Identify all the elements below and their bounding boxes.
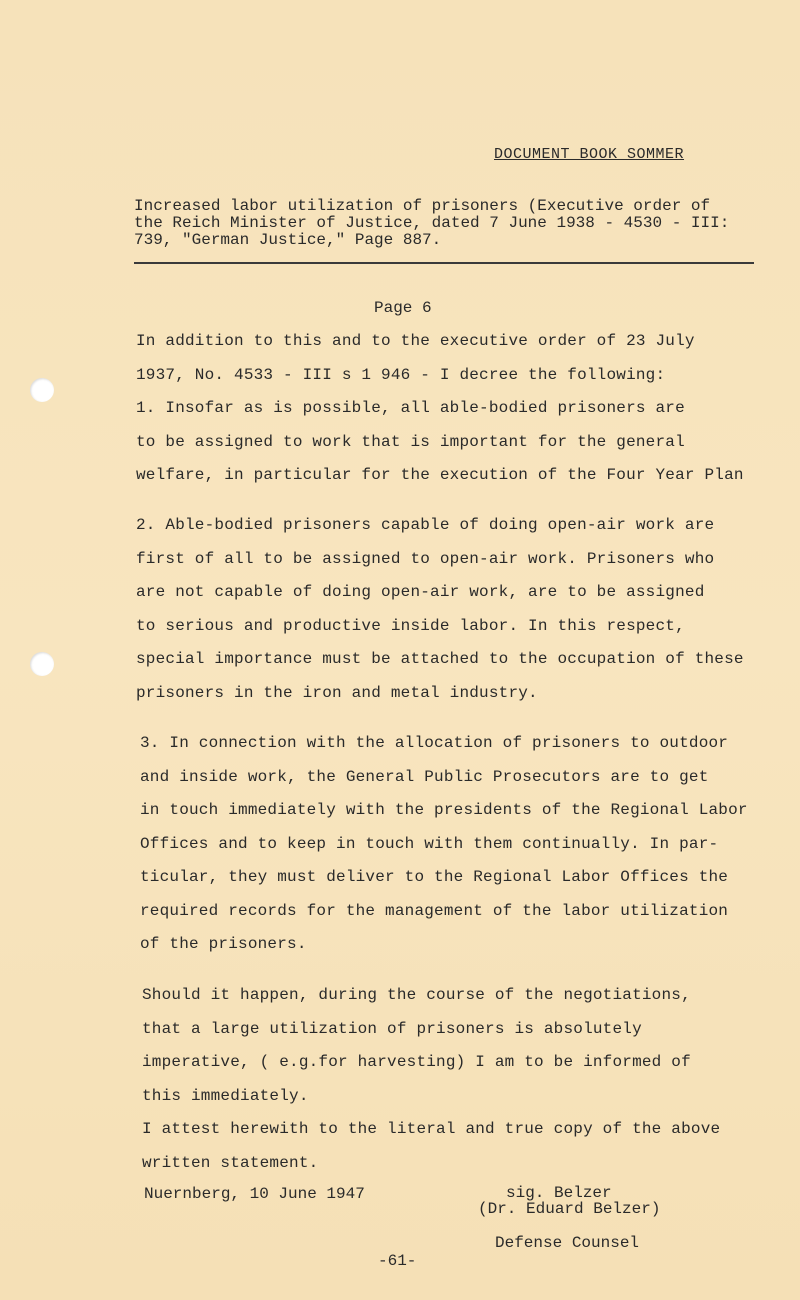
punch-hole (30, 378, 54, 402)
point-2-paragraph: 2. Able-bodied prisoners capable of doing open-air work are first of all to be assigned to open-air work. Prisoners who are not capable of doing open-air work, are to be assigned to serious and productive inside labor. In this respect, special importance must be attached to the occupation of these prisoners in the iron and metal industry. (136, 516, 744, 702)
citation-heading: Increased labor utilization of prisoners (Executive order of the Reich Minister of Justice, dated 7 June 1938 - 4530 - III: 739, "German Justice," Page 887. (134, 197, 730, 249)
point-1-paragraph: 1. Insofar as is possible, all able-bodied prisoners are to be assigned to work that is important for the general welfare, in particular for the execution of the Four Year Plan (136, 399, 744, 484)
document-book-header: DOCUMENT BOOK SOMMER (494, 146, 685, 163)
point-3-paragraph: 3. In connection with the allocation of prisoners to outdoor and inside work, the General Public Prosecutors are to get in touch immediately with the presidents of the Regional Labor Offices and to keep in touch with them continually. In par- ticular, they must deliver to the Regional Labor Offices the required records for the management of the labor utilization of the prisoners. (140, 734, 748, 953)
closing-paragraph: Should it happen, during the course of the negotiations, that a large utilization of prisoners is absolutely imperative, ( e.g.for harvesting) I am to be informed of this immediately. I attest herewith to the literal and true copy of the above written statement. (142, 986, 721, 1172)
place-date: Nuernberg, 10 June 1947 (144, 1185, 365, 1203)
page-number: -61- (378, 1252, 417, 1270)
intro-paragraph: In addition to this and to the executive order of 23 July 1937, No. 4533 - III s 1 946 - I decree the following: (136, 332, 695, 384)
signature-title: Defense Counsel (495, 1234, 640, 1252)
signature-line: sig. Belzer (506, 1184, 612, 1202)
punch-hole (30, 652, 54, 676)
signature-name: (Dr. Eduard Belzer) (478, 1200, 661, 1218)
divider-rule (134, 262, 754, 264)
page-label: Page 6 (374, 299, 432, 317)
